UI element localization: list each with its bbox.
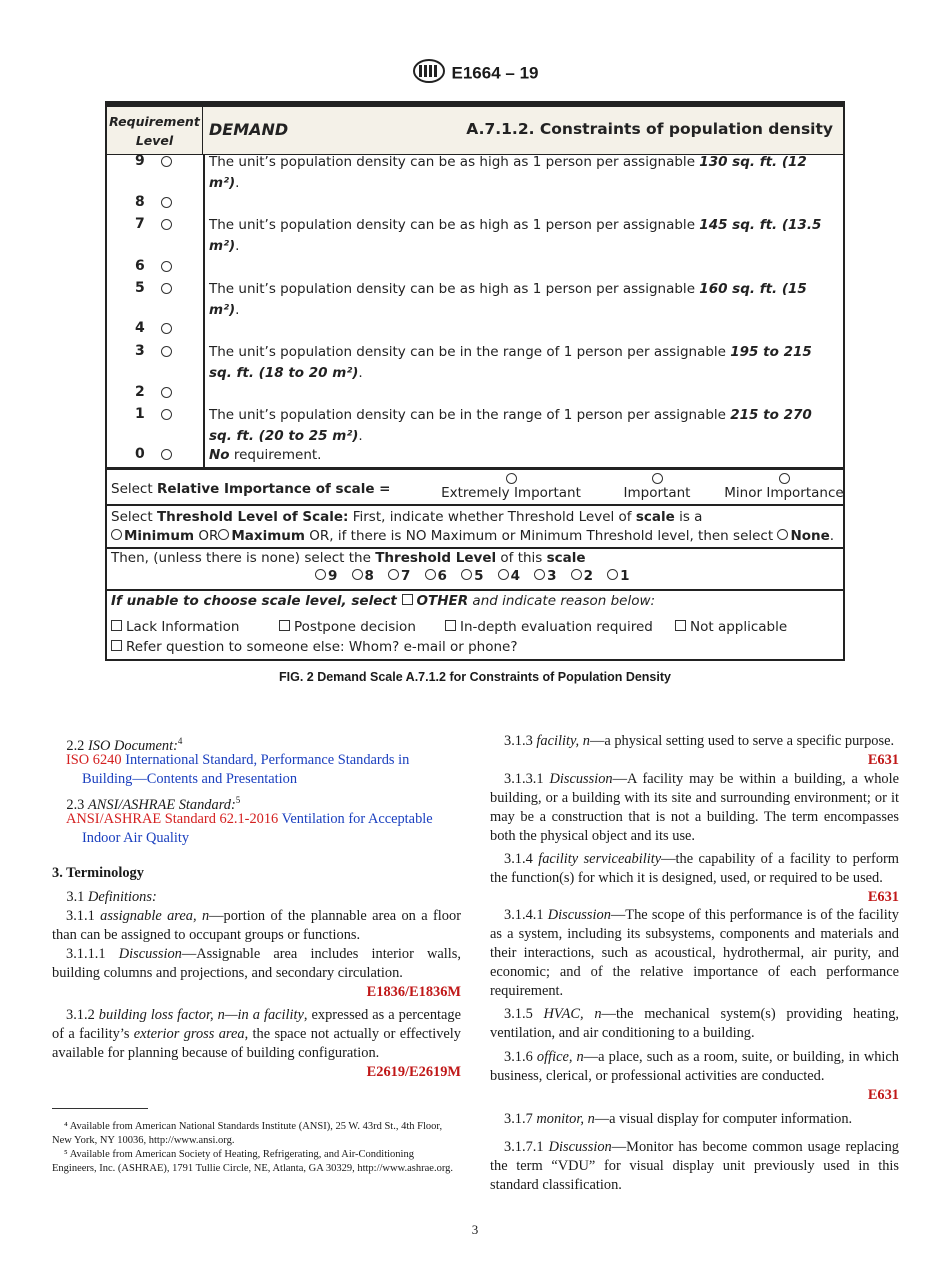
level-radio[interactable]	[161, 323, 172, 334]
level-radio[interactable]	[161, 219, 172, 230]
ashrae-reference[interactable]: ANSI/ASHRAE Standard 62.1-2016 Ventilation for Acceptable Indoor Air Quality	[66, 811, 433, 846]
other-checkbox[interactable]	[402, 594, 413, 605]
threshold-option[interactable]: 4	[498, 568, 520, 584]
demand-header: DEMAND	[209, 120, 289, 139]
reference-link[interactable]: E631	[867, 1087, 899, 1103]
section-3-1: 3.1 Definitions:	[66, 889, 157, 905]
level-radio[interactable]	[161, 387, 172, 398]
radio-icon[interactable]	[779, 473, 790, 484]
page-header	[0, 58, 950, 89]
maximum-radio[interactable]	[218, 529, 229, 540]
footnote-4: ⁴ Available from American National Standards Institute (ANSI), 25 W. 43rd St., 4th Floor, New York, NY 10036, http://www.ansi.org.	[52, 1121, 443, 1146]
iso-reference[interactable]: ISO 6240 International Standard, Performance Standards in Building—Contents and Presentation	[66, 752, 410, 787]
reference-link[interactable]: E631	[867, 752, 899, 768]
level-label: 6	[135, 258, 145, 274]
standard-designation: E1664 – 19	[451, 63, 539, 83]
requirement-level-header: Requirement Level	[107, 107, 203, 154]
level-label: 5	[135, 280, 145, 296]
level-description: The unit’s population density can be in the range of 1 person per assignable 195 to 215 sq. ft. (18 to 20 m²).	[209, 344, 812, 381]
figure-header-row	[107, 107, 843, 155]
other-option[interactable]: In-depth evaluation required	[445, 618, 653, 637]
astm-logo-icon	[412, 58, 446, 89]
definition-3-1-7-1: 3.1.7.1 Discussion—Monitor has become common usage replacing the term “VDU” for visual display unit previously used in this standard classification.	[490, 1139, 899, 1193]
level-label: 7	[135, 216, 145, 232]
radio-icon[interactable]	[652, 473, 663, 484]
definition-3-1-1: 3.1.1 assignable area, n—portion of the plannable area on a floor than can be assigned to occupant groups or functions.	[52, 908, 461, 943]
divider	[107, 589, 843, 591]
definition-3-1-4-1: 3.1.4.1 Discussion—The scope of this performance is of the facility as a system, including its subsystems, components and materials and their interactions, such as acoustical, hydrothermal, air purity, and economic; and of the relative importance of each performance requirement.	[490, 907, 899, 999]
level-label: 2	[135, 384, 145, 400]
demand-scale-figure	[105, 101, 845, 661]
other-option[interactable]: Not applicable	[675, 618, 787, 637]
footnote-divider	[52, 1108, 148, 1109]
level-radio[interactable]	[161, 261, 172, 272]
definition-3-1-7: 3.1.7 monitor, n—a visual display for computer information.	[504, 1111, 853, 1127]
other-option[interactable]: Postpone decision	[279, 618, 416, 637]
level-radio[interactable]	[161, 409, 172, 420]
threshold-level-row: Then, (unless there is none) select the Threshold Level of this scale	[111, 550, 586, 566]
divider	[107, 504, 843, 506]
figure-caption: FIG. 2 Demand Scale A.7.1.2 for Constraints of Population Density	[279, 670, 671, 684]
level-radio[interactable]	[161, 197, 172, 208]
reference-link[interactable]: E2619/E2619M	[366, 1064, 461, 1080]
minimum-radio[interactable]	[111, 529, 122, 540]
radio-icon[interactable]	[506, 473, 517, 484]
definition-3-1-6: 3.1.6 office, n—a place, such as a room, suite, or building, in which business, clerical, or professional activities are conducted.	[490, 1049, 899, 1084]
importance-option[interactable]: Minor Importance	[719, 473, 849, 501]
level-label: 4	[135, 320, 145, 336]
level-description: No requirement.	[209, 447, 322, 463]
footnote-5: ⁵ Available from American Society of Heating, Refrigerating, and Air-Conditioning Engineers, Inc. (ASHRAE), 1791 Tullie Circle, NE, Atlanta, GA 30329, http://www.ashrae.org.	[52, 1149, 453, 1174]
definition-3-1-1-1: 3.1.1.1 Discussion—Assignable area includes interior walls, building columns and projections, and secondary circulation.	[52, 946, 461, 981]
divider	[107, 467, 843, 470]
level-label: 0	[135, 446, 145, 462]
threshold-option[interactable]: 6	[425, 568, 447, 584]
level-label: 3	[135, 343, 145, 359]
refer-option[interactable]: Refer question to someone else: Whom? e-mail or phone?	[107, 638, 843, 657]
definition-3-1-3: 3.1.3 facility, n—a physical setting used to serve a specific purpose.	[504, 733, 895, 749]
level-label: 8	[135, 194, 145, 210]
level-description: The unit’s population density can be as high as 1 person per assignable 130 sq. ft. (12 m²).	[209, 154, 807, 191]
level-radio[interactable]	[161, 156, 172, 167]
level-description: The unit’s population density can be as high as 1 person per assignable 145 sq. ft. (13.5 m²).	[209, 217, 822, 254]
level-radio[interactable]	[161, 346, 172, 357]
threshold-option[interactable]: 8	[352, 568, 374, 584]
level-description: The unit’s population density can be in the range of 1 person per assignable 215 to 270 sq. ft. (20 to 25 m²).	[209, 407, 812, 444]
other-row: If unable to choose scale level, select OTHER and indicate reason below:	[111, 593, 656, 609]
threshold-row: Select Threshold Level of Scale: First, indicate whether Threshold Level of scale is a Minimum OR Maximum OR, if there is NO Maximum or Minimum Threshold level, then select None.	[111, 509, 835, 544]
section-3-heading: 3. Terminology	[52, 865, 144, 881]
section-2-2: 2.2 ISO Document:$^4$	[66, 736, 183, 754]
level-label: 1	[135, 406, 145, 422]
importance-row: Select Relative Importance of scale =	[111, 481, 391, 497]
other-option[interactable]: Lack Information	[111, 618, 239, 637]
level-radio[interactable]	[161, 449, 172, 460]
definition-3-1-2: 3.1.2 building loss factor, n—in a facility, expressed as a percentage of a facility’s exterior gross area, the space not actually or effectively available for planning because of building configuration.	[52, 1007, 461, 1061]
importance-option[interactable]: Extremely Important	[441, 473, 581, 501]
reference-link[interactable]: E631	[867, 889, 899, 905]
definition-3-1-3-1: 3.1.3.1 Discussion—A facility may be within a building, a whole building, or a building with its site and surrounding environment; or it may be a construction that is not a building. The term encompasses both the physical object and its use.	[490, 771, 899, 844]
threshold-option[interactable]: 3	[534, 568, 556, 584]
threshold-option[interactable]: 7	[388, 568, 410, 584]
importance-option[interactable]: Important	[617, 473, 697, 501]
definition-3-1-4: 3.1.4 facility serviceability—the capability of a facility to perform the function(s) for which it is designed, used, or required to be used.	[490, 851, 899, 886]
none-radio[interactable]	[777, 529, 788, 540]
threshold-option[interactable]: 1	[607, 568, 629, 584]
threshold-option[interactable]: 2	[571, 568, 593, 584]
level-label: 9	[135, 153, 145, 169]
figure-scale-title: A.7.1.2. Constraints of population density	[466, 120, 833, 138]
level-radio[interactable]	[161, 283, 172, 294]
section-2-3: 2.3 ANSI/ASHRAE Standard:$^5$	[66, 795, 241, 813]
page-number: 3	[471, 1222, 479, 1237]
threshold-option[interactable]: 9	[315, 568, 337, 584]
reference-link[interactable]: E1836/E1836M	[366, 984, 461, 1000]
level-description: The unit’s population density can be as high as 1 person per assignable 160 sq. ft. (15 m²).	[209, 281, 807, 318]
threshold-level-options	[107, 567, 843, 586]
definition-3-1-5: 3.1.5 HVAC, n—the mechanical system(s) providing heating, ventilation, and air conditioning to a building.	[490, 1006, 899, 1041]
threshold-option[interactable]: 5	[461, 568, 483, 584]
